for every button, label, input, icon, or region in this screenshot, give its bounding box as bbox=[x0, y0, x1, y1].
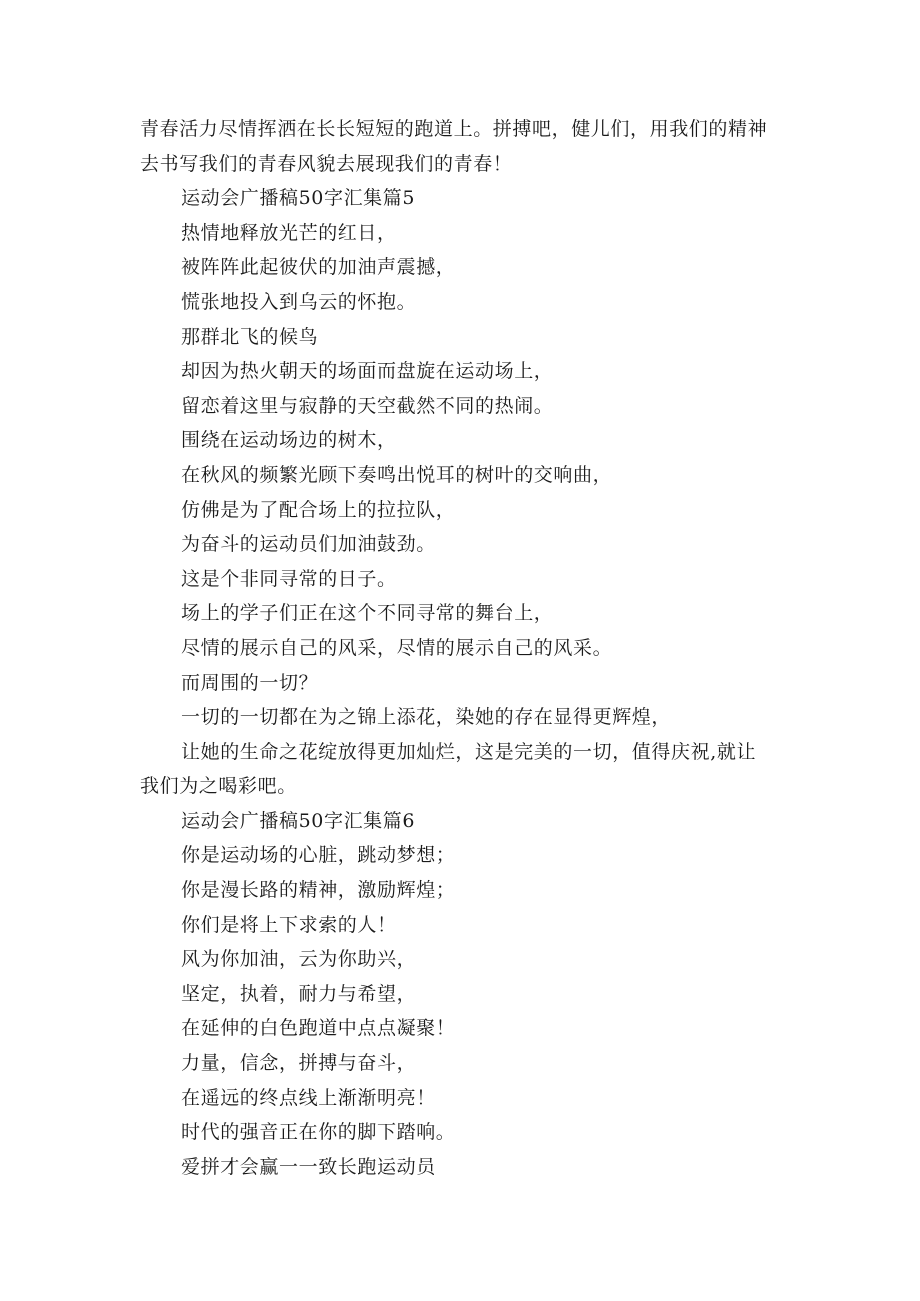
poem-line: 热情地释放光芒的红日， bbox=[181, 221, 397, 244]
poem-line: 为奋斗的运动员们加油鼓劲。 bbox=[181, 533, 436, 556]
poem-line: 让她的生命之花绽放得更加灿烂，这是完美的一切，值得庆祝,就让 bbox=[181, 740, 757, 763]
poem-line: 这是个非同寻常的日子。 bbox=[181, 567, 397, 590]
poem-line: 在延伸的白色跑道中点点凝聚！ bbox=[181, 1017, 456, 1040]
poem-line: 慌张地投入到乌云的怀抱。 bbox=[181, 290, 417, 313]
poem-line: 你是漫长路的精神，激励辉煌； bbox=[181, 879, 456, 902]
poem-line: 留恋着这里与寂静的天空截然不同的热闹。 bbox=[181, 394, 554, 417]
section-heading: 运动会广播稿50字汇集篇5 bbox=[181, 187, 416, 210]
poem-line: 而周围的一切？ bbox=[181, 671, 319, 694]
poem-line: 一切的一切都在为之锦上添花，染她的存在显得更辉煌， bbox=[181, 706, 672, 729]
poem-line-continuation: 我们为之喝彩吧。 bbox=[140, 775, 297, 798]
poem-line: 时代的强音正在你的脚下踏响。 bbox=[181, 1121, 456, 1144]
paragraph-line: 去书写我们的青春风貌去展现我们的青春！ bbox=[140, 152, 513, 175]
poem-line: 在遥远的终点线上渐渐明亮！ bbox=[181, 1086, 436, 1109]
poem-line: 仿佛是为了配合场上的拉拉队， bbox=[181, 498, 456, 521]
poem-line: 场上的学子们正在这个不同寻常的舞台上， bbox=[181, 602, 554, 625]
poem-line: 坚定，执着，耐力与希望， bbox=[181, 982, 417, 1005]
poem-line: 却因为热火朝天的场面而盘旋在运动场上， bbox=[181, 360, 554, 383]
poem-line: 力量，信念，拼搏与奋斗， bbox=[181, 1052, 417, 1075]
poem-line: 被阵阵此起彼伏的加油声震撼， bbox=[181, 256, 456, 279]
poem-line: 围绕在运动场边的树木， bbox=[181, 429, 397, 452]
document-body bbox=[140, 112, 790, 1184]
poem-line: 尽情的展示自己的风采，尽情的展示自己的风采。 bbox=[181, 636, 613, 659]
poem-line: 在秋风的频繁光顾下奏鸣出悦耳的树叶的交响曲， bbox=[181, 463, 613, 486]
poem-line: 爱拼才会赢一一致长跑运动员 bbox=[181, 1155, 436, 1178]
section-heading: 运动会广播稿50字汇集篇6 bbox=[181, 809, 416, 832]
poem-line: 风为你加油，云为你助兴， bbox=[181, 948, 417, 971]
paragraph-line: 青春活力尽情挥洒在长长短短的跑道上。拼搏吧，健儿们，用我们的精神 bbox=[140, 118, 768, 140]
poem-line: 你们是将上下求索的人！ bbox=[181, 913, 397, 936]
poem-line: 那群北飞的候鸟 bbox=[181, 325, 319, 348]
poem-line: 你是运动场的心脏，跳动梦想； bbox=[181, 844, 456, 867]
